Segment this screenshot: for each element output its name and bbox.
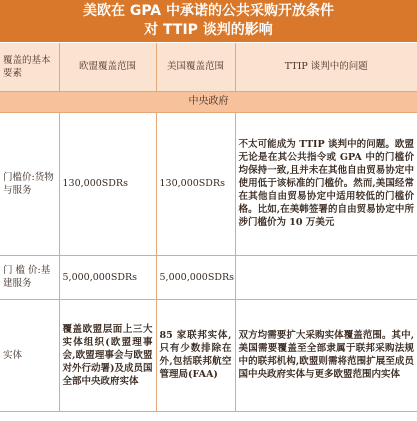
title-line-2: 对 TTIP 谈判的影响 [144,22,273,38]
header-cell-eu: 欧盟覆盖范围 [59,43,156,91]
title-banner [0,0,417,42]
header-cell-issue: TTIP 谈判中的问题 [235,43,417,91]
section-row [0,91,417,112]
eu-coverage-cell: 130,000SDRs [59,112,156,255]
row-label: 门 槛 价:基建服务 [0,255,59,299]
us-coverage-cell: 85 家联邦实体,只有少数排除在外,包括联邦航空管理局(FAA) [156,299,235,411]
eu-coverage-cell: 5,000,000SDRs [59,255,156,299]
issue-cell: 双方均需要扩大采购实体覆盖范围。其中,美国需要覆盖至全部隶属于联邦采购法规中的联邦机构,欧盟则需将范围扩展至成员国中央政府实体与更多欧盟范围内实体 [235,299,417,411]
table-row [0,255,417,299]
us-coverage-cell: 5,000,000SDRs [156,255,235,299]
header-cell-element: 覆盖的基本要素 [0,43,59,91]
table-header-row [0,43,417,91]
us-coverage-cell: 130,000SDRs [156,112,235,255]
eu-coverage-cell: 覆盖欧盟层面上三大实体组织(欧盟理事会,欧盟理事会与欧盟对外行动署)及成员国全部中央政府实体 [59,299,156,411]
issue-cell [235,255,417,299]
table-row [0,299,417,411]
title-line-1: 美欧在 GPA 中承诺的公共采购开放条件 [82,3,335,19]
row-label: 实体 [0,299,59,411]
row-label: 门槛价:货物与服务 [0,112,59,255]
issue-cell: 不太可能成为 TTIP 谈判中的问题。欧盟无论是在其公共指令或 GPA 中的门槛价均保持一致,且并未在其他自由贸易协定中使用低于该标准的门槛价。然而,美国经常在其他自由贸易协定中适用较低的门槛价格。比如,在美韩签署的自由贸易协定中所涉门槛价为 10 万美元 [235,112,417,255]
header-cell-us: 美国覆盖范围 [156,43,235,91]
section-label: 中央政府 [0,91,417,112]
comparison-table [0,43,417,412]
table-row [0,112,417,255]
